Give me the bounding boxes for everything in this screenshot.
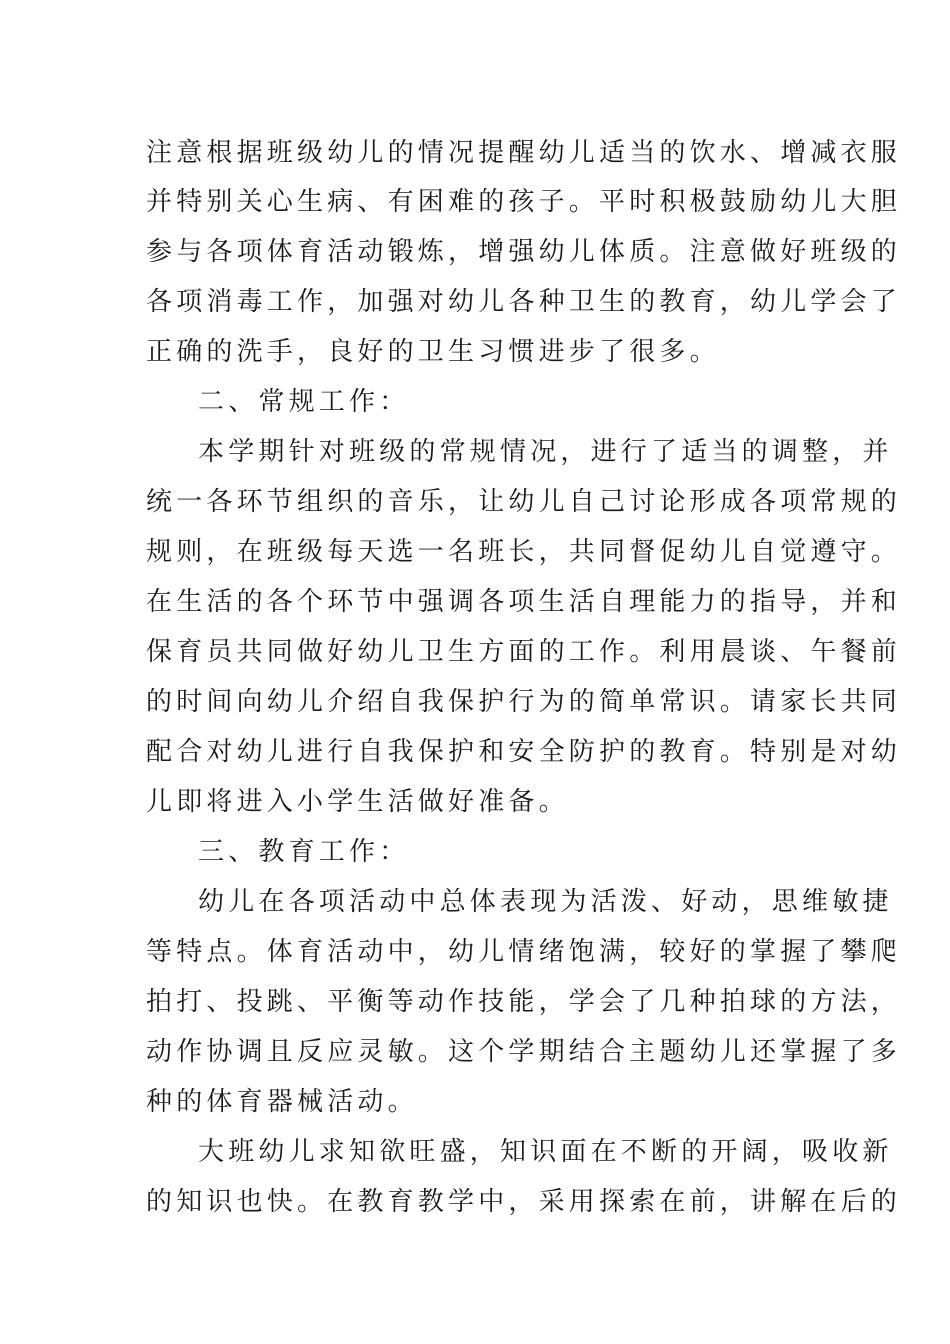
text-line-10: 在生活的各个环节中强调各项生活自理能力的指导，并和 [146,587,902,617]
section-heading-education: 三、教育工作： [198,837,410,867]
text-line-12: 的时间向幼儿介绍自我保护行为的简单常识。请家长共同 [146,687,902,717]
text-line-13: 配合对幼儿进行自我保护和安全防护的教育。特别是对幼 [146,737,902,767]
text-line-4: 各项消毒工作，加强对幼儿各种卫生的教育，幼儿学会了 [146,287,902,317]
text-line-9: 规则，在班级每天选一名班长，共同督促幼儿自觉遵守。 [146,537,902,567]
text-line-1: 注意根据班级幼儿的情况提醒幼儿适当的饮水、增减衣服 [146,138,902,168]
text-line-2: 并特别关心生病、有困难的孩子。平时积极鼓励幼儿大胆 [146,187,902,217]
text-line-20: 种的体育器械活动。 [146,1087,418,1117]
text-line-22: 的知识也快。在教育教学中，采用探索在前，讲解在后的 [146,1187,902,1217]
text-line-11: 保育员共同做好幼儿卫生方面的工作。利用晨谈、午餐前 [146,637,902,667]
text-line-5: 正确的洗手，良好的卫生习惯进步了很多。 [146,337,720,367]
text-line-19: 动作协调且反应灵敏。这个学期结合主题幼儿还掌握了多 [146,1037,902,1067]
text-line-21: 大班幼儿求知欲旺盛，知识面在不断的开阔，吸收新 [198,1137,893,1167]
text-line-8: 统一各环节组织的音乐，让幼儿自己讨论形成各项常规的 [146,487,902,517]
text-line-3: 参与各项体育活动锻炼，增强幼儿体质。注意做好班级的 [146,237,902,267]
section-heading-routine: 二、常规工作： [198,387,410,417]
text-line-7: 本学期针对班级的常规情况，进行了适当的调整，并 [198,437,893,467]
text-line-14: 儿即将进入小学生活做好准备。 [146,787,569,817]
text-line-16: 幼儿在各项活动中总体表现为活泼、好动，思维敏捷 [198,887,893,917]
text-line-17: 等特点。体育活动中，幼儿情绪饱满，较好的掌握了攀爬 [146,937,902,967]
text-line-18: 拍打、投跳、平衡等动作技能，学会了几种拍球的方法， [146,987,902,1017]
